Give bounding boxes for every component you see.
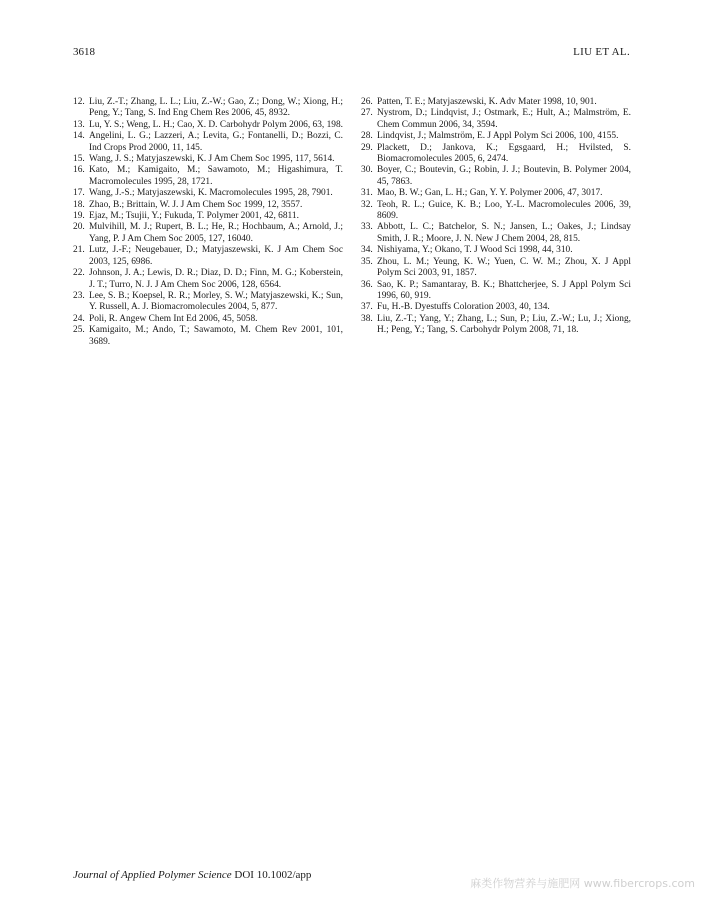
reference-text: Kato, M.; Kamigaito, M.; Sawamoto, M.; Higashimura, T. Macromolecules 1995, 28, 1721. <box>89 165 343 187</box>
reference-text: Kamigaito, M.; Ando, T.; Sawamoto, M. Chem Rev 2001, 101, 3689. <box>89 325 343 347</box>
reference-number: 19. <box>73 211 85 222</box>
references-left-column <box>73 97 343 348</box>
reference-item <box>73 222 343 245</box>
reference-text: Boyer, C.; Boutevin, G.; Robin, J. J.; Boutevin, B. Polymer 2004, 45, 7863. <box>377 165 631 187</box>
reference-text: Plackett, D.; Jankova, K.; Egsgaard, H.; Hvilsted, S. Biomacromolecules 2005, 6, 2474. <box>377 142 631 165</box>
reference-number: 36. <box>361 279 373 290</box>
reference-number: 35. <box>361 256 373 267</box>
reference-number: 30. <box>361 165 373 176</box>
watermark: 麻类作物营养与施肥网 www.fibercrops.com <box>470 877 695 890</box>
reference-text: Mao, B. W.; Gan, L. H.; Gan, Y. Y. Polymer 2006, 47, 3017. <box>377 188 603 199</box>
reference-number: 18. <box>73 199 85 210</box>
reference-number: 31. <box>361 188 373 199</box>
reference-item <box>73 291 343 314</box>
reference-text: Lee, S. B.; Koepsel, R. R.; Morley, S. W.; Matyjaszewski, K.; Sun, Y. Russell, A. J. Biomacromolecules 2004, 5, 877. <box>89 290 343 313</box>
page-number: 3618 <box>73 46 95 58</box>
reference-text: Fu, H.-B. Dyestuffs Coloration 2003, 40, 134. <box>377 302 550 313</box>
reference-item <box>73 188 343 199</box>
reference-text: Liu, Z.-T.; Yang, Y.; Zhang, L.; Sun, P.; Liu, Z.-W.; Lu, J.; Xiong, H.; Peng, Y.; Tang, S. Carbohydr Polym 2008, 71, 18. <box>377 313 631 336</box>
journal-name: Journal of Applied Polymer Science <box>73 869 232 881</box>
reference-item <box>361 165 631 188</box>
reference-text: Nishiyama, Y.; Okano, T. J Wood Sci 1998, 44, 310. <box>377 245 573 256</box>
reference-text: Zhao, B.; Brittain, W. J. J Am Chem Soc 1999, 12, 3557. <box>89 199 303 210</box>
reference-number: 29. <box>361 142 373 153</box>
reference-text: Ejaz, M.; Tsujii, Y.; Fukuda, T. Polymer 2001, 42, 6811. <box>89 211 299 222</box>
reference-item <box>73 131 343 154</box>
reference-item <box>73 154 343 165</box>
page-header <box>73 46 630 60</box>
reference-number: 23. <box>73 290 85 301</box>
reference-text: Poli, R. Angew Chem Int Ed 2006, 45, 5058. <box>89 313 258 324</box>
reference-number: 28. <box>361 131 373 142</box>
reference-item <box>361 302 631 313</box>
reference-number: 37. <box>361 302 373 313</box>
reference-number: 15. <box>73 154 85 165</box>
reference-number: 13. <box>73 119 85 130</box>
reference-item <box>361 314 631 337</box>
reference-item <box>73 165 343 188</box>
reference-text: Teoh, R. L.; Guice, K. B.; Loo, Y.-L. Macromolecules 2006, 39, 8609. <box>377 199 631 222</box>
reference-number: 34. <box>361 245 373 256</box>
reference-item <box>73 268 343 291</box>
reference-text: Nystrom, D.; Lindqvist, J.; Ostmark, E.; Hult, A.; Malmström, E. Chem Commun 2006, 34, 3594. <box>377 108 631 130</box>
reference-item <box>361 188 631 199</box>
reference-number: 25. <box>73 325 85 336</box>
references-right-column <box>361 97 631 337</box>
reference-item <box>73 245 343 268</box>
reference-number: 33. <box>361 222 373 233</box>
reference-number: 21. <box>73 245 85 256</box>
reference-item <box>361 245 631 256</box>
reference-text: Sao, K. P.; Samantaray, B. K.; Bhattcherjee, S. J Appl Polym Sci 1996, 60, 919. <box>377 279 631 301</box>
reference-item <box>361 222 631 245</box>
reference-number: 27. <box>361 108 373 119</box>
reference-text: Lindqvist, J.; Malmström, E. J Appl Polym Sci 2006, 100, 4155. <box>377 131 619 142</box>
reference-text: Mulvihill, M. J.; Rupert, B. L.; He, R.; Hochbaum, A.; Arnold, J.; Yang, P. J Am Chem Soc 2005, 127, 16040. <box>89 222 343 244</box>
doi: DOI 10.1002/app <box>234 869 312 881</box>
reference-item <box>361 280 631 303</box>
reference-item <box>73 120 343 131</box>
reference-item <box>361 108 631 131</box>
reference-number: 20. <box>73 222 85 233</box>
reference-item <box>73 97 343 120</box>
reference-text: Wang, J. S.; Matyjaszewski, K. J Am Chem Soc 1995, 117, 5614. <box>89 154 335 165</box>
reference-item <box>361 97 631 108</box>
reference-number: 24. <box>73 313 85 324</box>
reference-text: Abbott, L. C.; Batchelor, S. N.; Jansen, L.; Oakes, J.; Lindsay Smith, J. R.; Moore, J. N. New J Chem 2004, 28, 815. <box>377 222 631 244</box>
reference-number: 38. <box>361 313 373 324</box>
page-footer <box>73 869 311 881</box>
reference-text: Zhou, L. M.; Yeung, K. W.; Yuen, C. W. M.; Zhou, X. J Appl Polym Sci 2003, 91, 1857. <box>377 256 631 279</box>
reference-item <box>73 200 343 211</box>
reference-text: Liu, Z.-T.; Zhang, L. L.; Liu, Z.-W.; Gao, Z.; Dong, W.; Xiong, H.; Peng, Y.; Tang, S. Ind Eng Chem Res 2006, 45, 8932. <box>89 97 343 119</box>
reference-number: 22. <box>73 268 85 279</box>
reference-number: 17. <box>73 188 85 199</box>
reference-text: Johnson, J. A.; Lewis, D. R.; Diaz, D. D.; Finn, M. G.; Koberstein, J. T.; Turro, N. J. J Am Chem Soc 2006, 128, 6564. <box>89 268 343 290</box>
reference-number: 32. <box>361 199 373 210</box>
reference-text: Lu, Y. S.; Weng, L. H.; Cao, X. D. Carbohydr Polym 2006, 63, 198. <box>89 119 344 130</box>
reference-number: 12. <box>73 97 85 107</box>
reference-item <box>73 314 343 325</box>
reference-item <box>361 143 631 166</box>
reference-item <box>73 211 343 222</box>
reference-item <box>73 325 343 348</box>
reference-number: 26. <box>361 97 373 107</box>
reference-number: 16. <box>73 165 85 176</box>
reference-number: 14. <box>73 131 85 142</box>
reference-item <box>361 131 631 142</box>
reference-item <box>361 200 631 223</box>
reference-text: Angelini, L. G.; Lazzeri, A.; Levita, G.; Fontanelli, D.; Bozzi, C. Ind Crops Prod 2000, 11, 145. <box>89 131 343 153</box>
reference-text: Wang, J.-S.; Matyjaszewski, K. Macromolecules 1995, 28, 7901. <box>89 188 333 199</box>
reference-text: Lutz, J.-F.; Neugebauer, D.; Matyjaszewski, K. J Am Chem Soc 2003, 125, 6986. <box>89 245 343 267</box>
running-head: LIU ET AL. <box>573 46 630 58</box>
reference-text: Patten, T. E.; Matyjaszewski, K. Adv Mater 1998, 10, 901. <box>377 97 597 107</box>
reference-item <box>361 257 631 280</box>
